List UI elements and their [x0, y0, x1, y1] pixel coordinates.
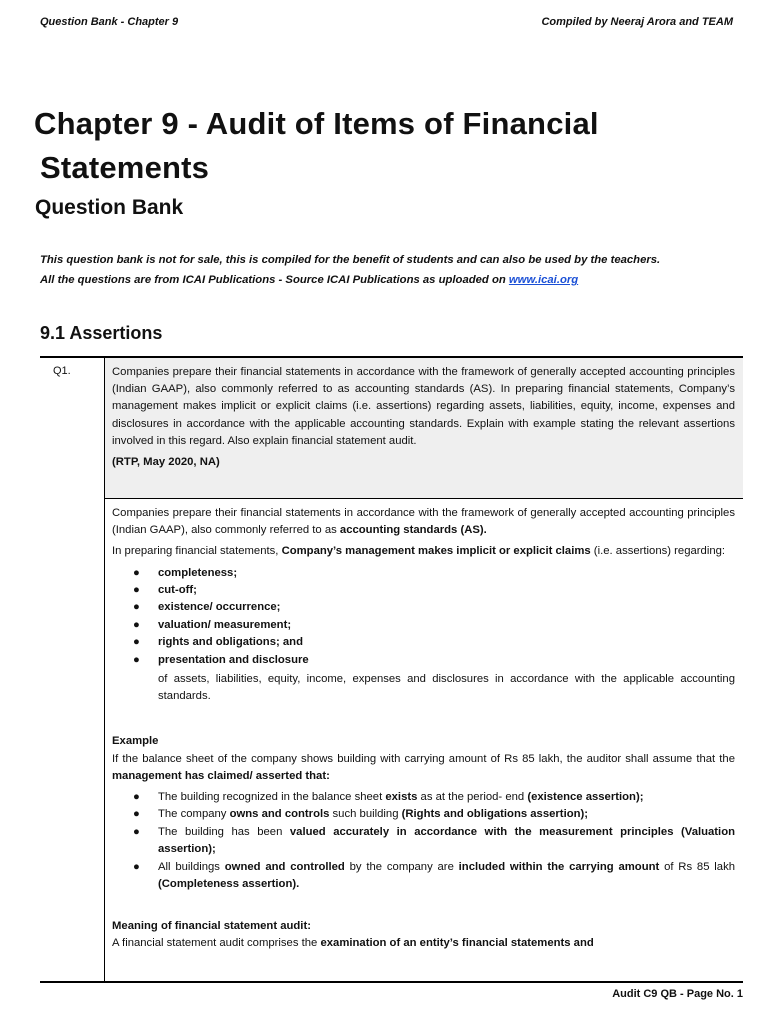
answer-paragraph-2 [112, 543, 735, 560]
section-heading: 9.1 Assertions [40, 323, 163, 343]
item-bold: (Completeness assertion). [158, 878, 300, 891]
bullet-icon: ● [133, 618, 140, 631]
list-item [112, 582, 735, 599]
item-bold: owned and controlled [224, 860, 345, 873]
list-item [112, 824, 735, 859]
item-text: of Rs 85 lakh [659, 860, 736, 873]
item-bold: valued accurately in accordance with the measurement principles (Valuation assertion); [158, 825, 736, 856]
answer-paragraph-1 [112, 505, 735, 539]
list-item [112, 565, 735, 582]
bullet-icon: ● [133, 584, 140, 597]
answer-p1-bold: accounting standards (AS). [339, 524, 487, 537]
example-text: If the balance sheet of the company shows building with carrying amount of Rs 85 lakh, the auditor shall assume that the [112, 752, 735, 765]
item-text: such building [329, 808, 402, 821]
question-source: (RTP, May 2020, NA) [112, 456, 220, 469]
bullet-icon: ● [133, 808, 140, 821]
item-bold: exists [385, 791, 418, 804]
assertion-label: completeness; [158, 566, 238, 579]
title-line-2: Statements [40, 150, 210, 185]
page-subtitle: Question Bank [35, 196, 184, 219]
list-item [112, 617, 735, 634]
disclaimer [40, 250, 750, 290]
assertion-label: existence/ occurrence; [158, 601, 281, 614]
answer-p1-text: Companies prepare their financial statements in accordance with the framework of generally accepted accounting principles (Indian GAAP), also commonly referred to as [112, 507, 735, 537]
meaning-heading: Meaning of financial statement audit: [112, 919, 311, 932]
question-cell [105, 358, 743, 499]
answer-p2-bold: Company’s management makes implicit or explicit claims [281, 545, 591, 558]
header-left: Question Bank - Chapter 9 [40, 16, 179, 28]
list-item [112, 789, 735, 806]
disclaimer-line-2 [40, 270, 750, 290]
item-bold: included within the carrying amount [458, 860, 660, 873]
page-footer: Audit C9 QB - Page No. 1 [612, 988, 743, 1000]
list-item [112, 652, 735, 669]
item-text: The building has been [158, 825, 290, 838]
disclaimer-line-2-text: All the questions are from ICAI Publications - Source ICAI Publications as uploaded on [40, 274, 509, 286]
meaning-text: A financial statement audit comprises the [112, 936, 321, 949]
meaning-paragraph [112, 935, 735, 952]
title-line-1: Chapter 9 - Audit of Items of Financial [34, 106, 599, 141]
list-item [112, 859, 735, 894]
assertion-label: cut-off; [158, 584, 197, 597]
item-text: by the company are [344, 860, 459, 873]
assertion-list [112, 565, 735, 669]
question-text: Companies prepare their financial statements in accordance with the framework of generally accepted accounting principles (Indian GAAP), also commonly referred to as accounting standards (AS). In preparing financial statements, Company’s management makes implicit or explicit claims (i.e. assertions) regarding assets, liabilities, equity, income, expenses and disclosures in accordance with the applicable accounting standards. Explain with example stating the relevant assertions involved in this regard. Also explain financial statement audit. [112, 366, 735, 447]
bullet-icon: ● [133, 566, 140, 579]
item-text: All buildings [158, 860, 225, 873]
assertions-tail: of assets, liabilities, equity, income, expenses and disclosures in accordance with the applicable accounting standards. [158, 673, 735, 703]
item-bold: owns and controls [229, 808, 330, 821]
question-number: Q1. [53, 365, 71, 377]
item-text: as at the period- end [417, 791, 528, 804]
item-text: The building recognized in the balance sheet [158, 791, 386, 804]
bullet-icon: ● [133, 601, 140, 614]
list-item [112, 634, 735, 651]
answer-p2-text-c: (i.e. assertions) regarding: [590, 545, 726, 558]
item-text: The company [158, 808, 230, 821]
item-bold: (existence assertion); [527, 791, 644, 804]
bullet-icon: ● [133, 636, 140, 649]
list-item [112, 599, 735, 616]
header-right: Compiled by Neeraj Arora and TEAM [541, 16, 733, 28]
list-item [112, 806, 735, 823]
bullet-icon: ● [133, 653, 140, 666]
example-bold: management has claimed/ asserted that: [112, 769, 330, 782]
example-paragraph [112, 751, 735, 785]
icai-link[interactable]: www.icai.org [508, 274, 579, 286]
item-bold: (Rights and obligations assertion); [401, 808, 589, 821]
example-heading: Example [112, 735, 159, 748]
bullet-icon: ● [133, 860, 140, 873]
bullet-icon: ● [133, 791, 140, 804]
answer-p2-text-a: In preparing financial statements, [112, 545, 282, 558]
page-title [34, 102, 734, 190]
example-list [112, 789, 735, 893]
meaning-bold: examination of an entity’s financial statements and [320, 936, 594, 949]
disclaimer-line-1: This question bank is not for sale, this is compiled for the benefit of students and can also be used by the teachers. [40, 254, 661, 266]
question-table [40, 356, 743, 983]
assertion-label: valuation/ measurement; [158, 618, 292, 631]
assertion-label: rights and obligations; and [158, 636, 303, 649]
bullet-icon: ● [133, 825, 140, 838]
assertion-label: presentation and disclosure [158, 653, 309, 666]
answer-cell [105, 500, 743, 981]
